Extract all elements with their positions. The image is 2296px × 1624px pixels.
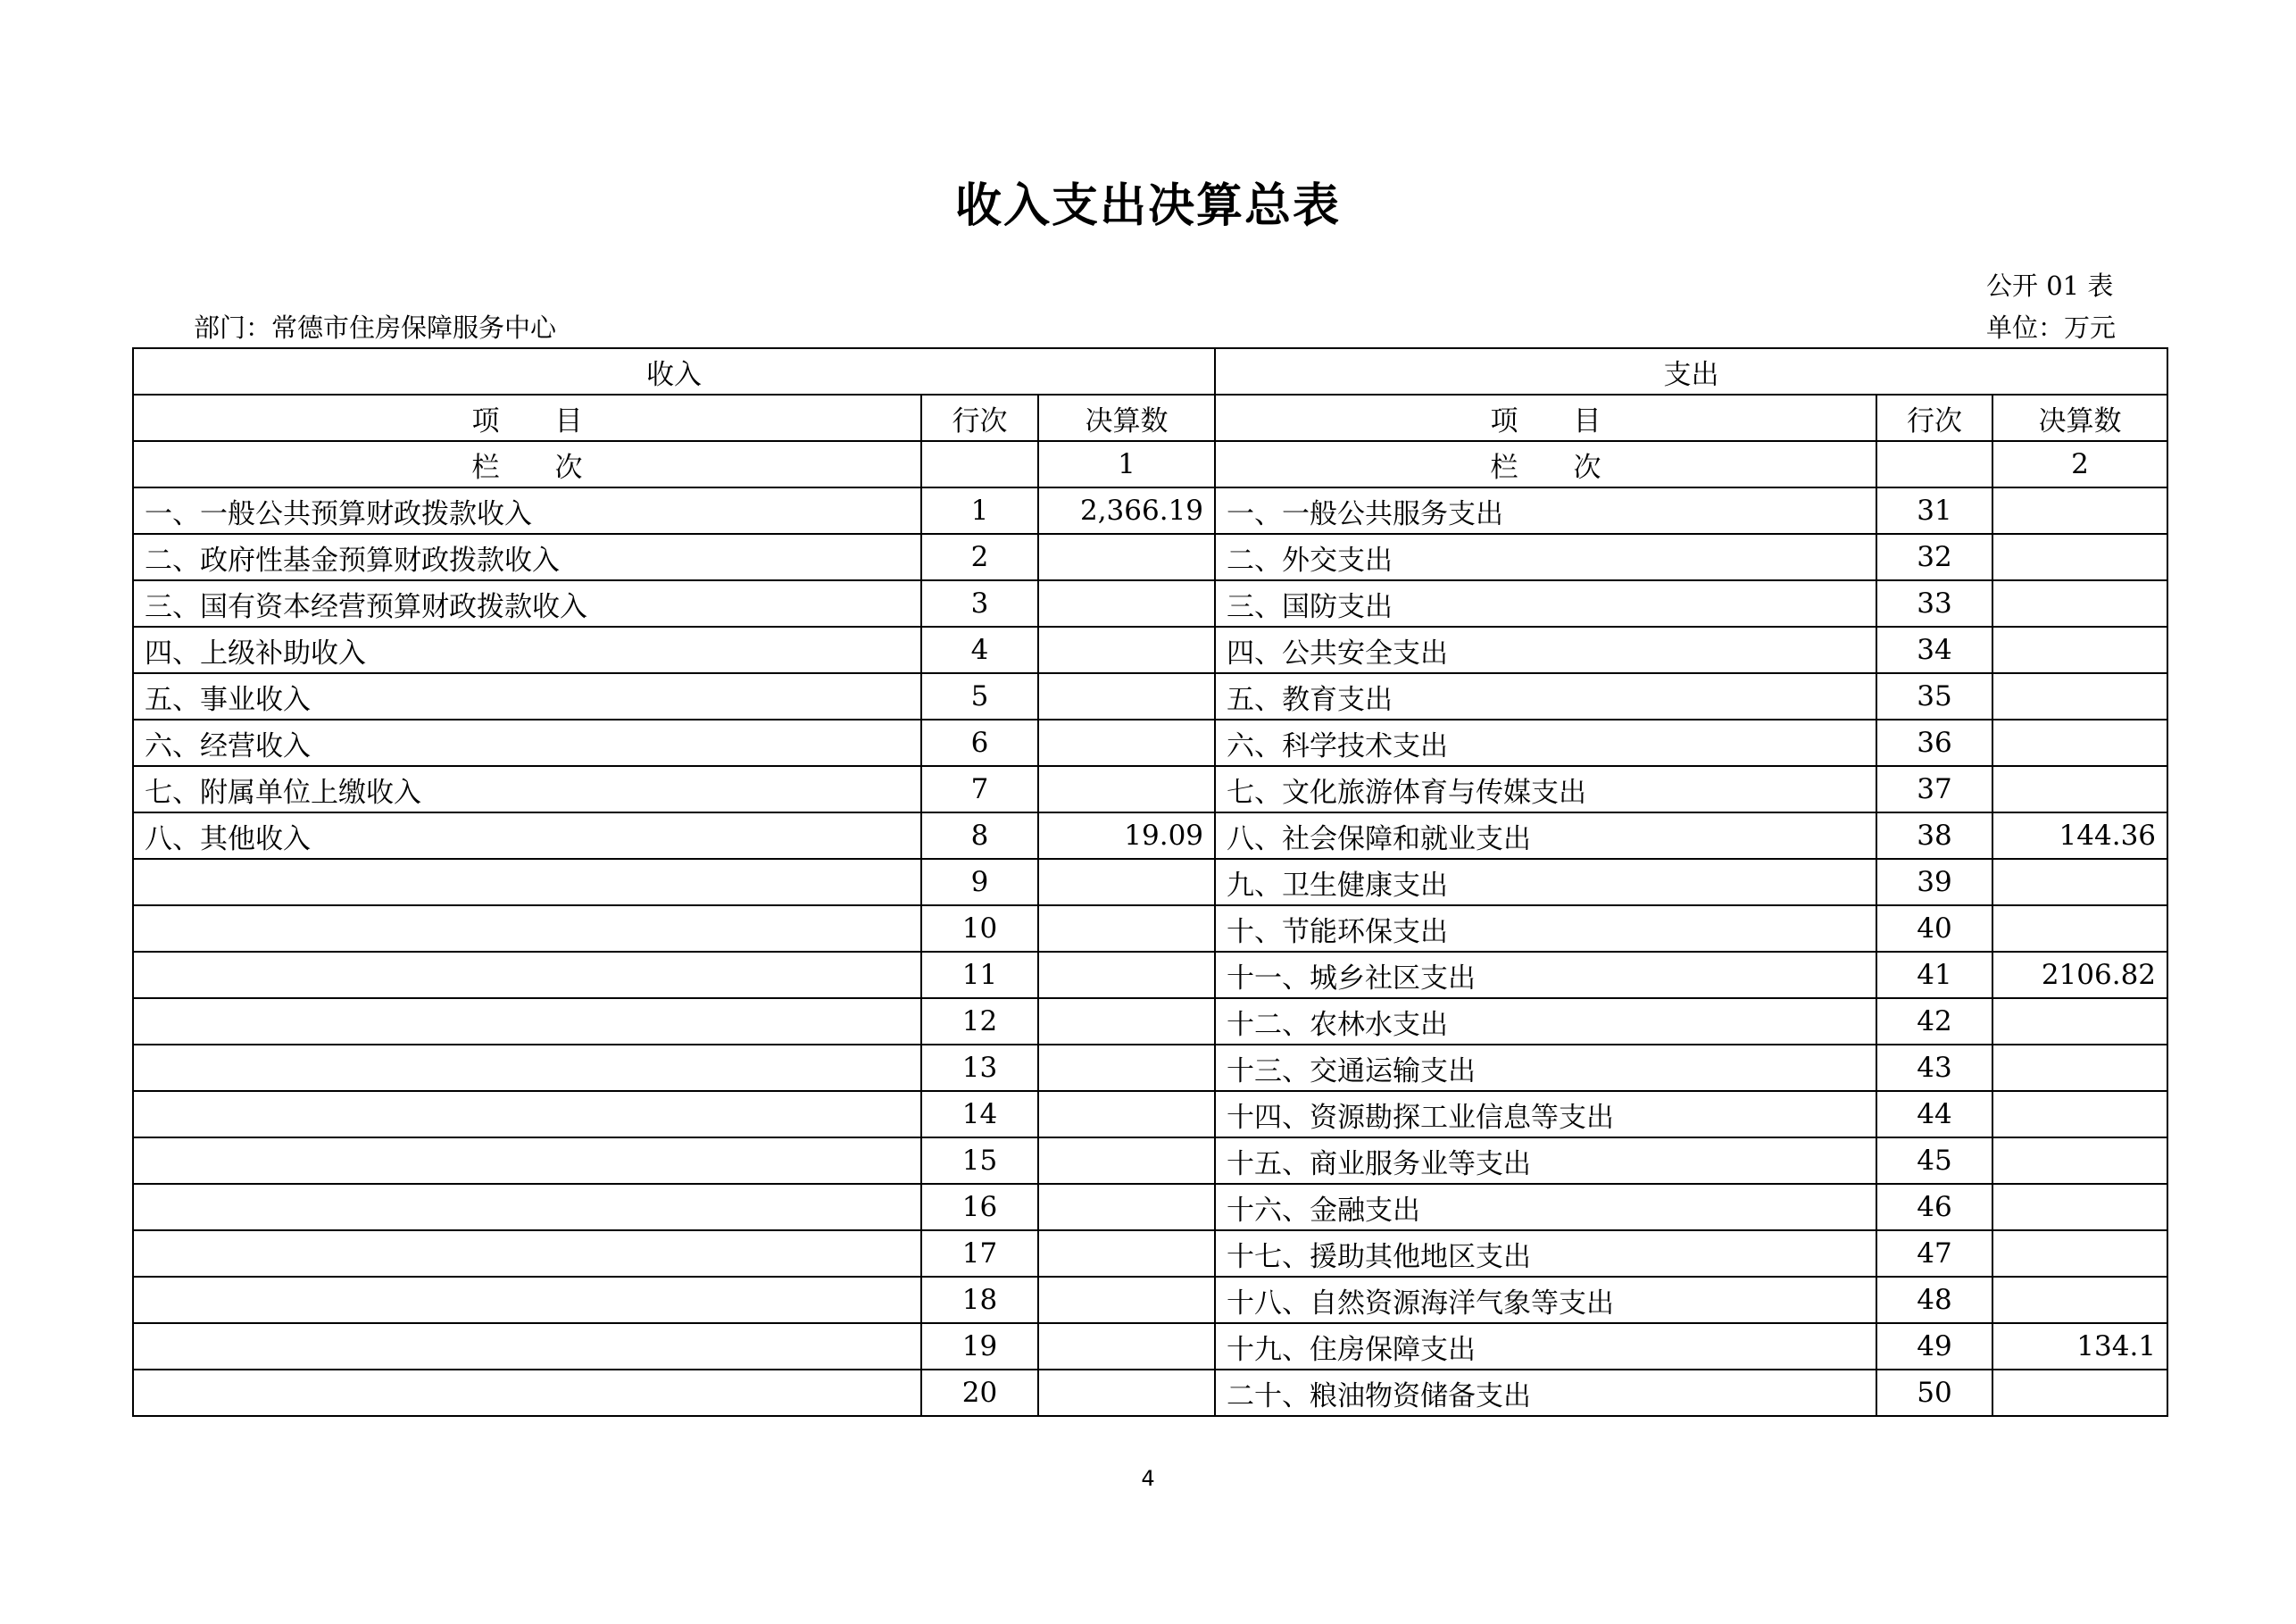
income-row-no-cell: 18: [921, 1277, 1038, 1323]
table-row: [133, 1277, 2167, 1323]
income-row-no-header: 行次: [921, 395, 1038, 441]
income-item-cell: 七、附属单位上缴收入: [133, 766, 921, 812]
table-row: [133, 673, 2167, 720]
table-row: [133, 534, 2167, 580]
income-row-no-cell: 2: [921, 534, 1038, 580]
expense-amount-cell: [1992, 673, 2167, 720]
expense-row-no-cell: 33: [1876, 580, 1992, 627]
income-column-blank: [921, 441, 1038, 487]
income-item-cell: [133, 1230, 921, 1277]
income-row-no-cell: 13: [921, 1045, 1038, 1091]
income-amount-cell: [1038, 673, 1215, 720]
expense-item-cell: 二十、粮油物资储备支出: [1215, 1370, 1876, 1416]
income-column-label: 栏 次: [133, 441, 921, 487]
page-title: 收入支出决算总表: [954, 179, 1341, 233]
expense-row-no-header: 行次: [1876, 395, 1992, 441]
income-column-number: 1: [1038, 441, 1215, 487]
expense-item-cell: 三、国防支出: [1215, 580, 1876, 627]
expense-amount-cell: [1992, 1277, 2167, 1323]
income-amount-cell: [1038, 952, 1215, 998]
expense-amount-cell: 2106.82: [1992, 952, 2167, 998]
income-amount-cell: [1038, 766, 1215, 812]
income-amount-cell: [1038, 1091, 1215, 1137]
income-item-cell: [133, 1370, 921, 1416]
expense-column-blank: [1876, 441, 1992, 487]
income-item-cell: 二、政府性基金预算财政拨款收入: [133, 534, 921, 580]
income-item-cell: 三、国有资本经营预算财政拨款收入: [133, 580, 921, 627]
expense-item-cell: 七、文化旅游体育与传媒支出: [1215, 766, 1876, 812]
expense-column-label: 栏 次: [1215, 441, 1876, 487]
expense-amount-cell: [1992, 859, 2167, 905]
expense-item-cell: 十八、自然资源海洋气象等支出: [1215, 1277, 1876, 1323]
income-row-no-cell: 14: [921, 1091, 1038, 1137]
income-row-no-cell: 10: [921, 905, 1038, 952]
expense-amount-cell: [1992, 534, 2167, 580]
expense-item-cell: 十六、金融支出: [1215, 1184, 1876, 1230]
income-amount-cell: [1038, 1137, 1215, 1184]
income-row-no-cell: 19: [921, 1323, 1038, 1370]
table-row: [133, 1091, 2167, 1137]
expense-row-no-cell: 32: [1876, 534, 1992, 580]
income-row-no-cell: 20: [921, 1370, 1038, 1416]
page-number: 4: [1141, 1466, 1155, 1491]
expense-row-no-cell: 49: [1876, 1323, 1992, 1370]
expense-item-cell: 六、科学技术支出: [1215, 720, 1876, 766]
income-item-cell: [133, 905, 921, 952]
expense-amount-header: 决算数: [1992, 395, 2167, 441]
income-item-cell: [133, 1323, 921, 1370]
expense-amount-cell: [1992, 1184, 2167, 1230]
expense-row-no-cell: 34: [1876, 627, 1992, 673]
income-item-cell: 八、其他收入: [133, 812, 921, 859]
income-row-no-cell: 9: [921, 859, 1038, 905]
income-item-cell: 一、一般公共预算财政拨款收入: [133, 487, 921, 534]
income-header: 收入: [133, 348, 1215, 395]
income-item-cell: [133, 952, 921, 998]
income-amount-cell: [1038, 859, 1215, 905]
income-amount-cell: [1038, 1184, 1215, 1230]
table-row: [133, 859, 2167, 905]
expense-item-cell: 十四、资源勘探工业信息等支出: [1215, 1091, 1876, 1137]
table-row: [133, 1370, 2167, 1416]
income-amount-cell: [1038, 534, 1215, 580]
expense-amount-cell: [1992, 627, 2167, 673]
expense-amount-cell: 134.1: [1992, 1323, 2167, 1370]
income-amount-cell: 19.09: [1038, 812, 1215, 859]
unit-label: 单位：万元: [1986, 312, 2117, 343]
income-row-no-cell: 1: [921, 487, 1038, 534]
table-row: [133, 905, 2167, 952]
income-row-no-cell: 16: [921, 1184, 1038, 1230]
expense-amount-cell: [1992, 1370, 2167, 1416]
expense-row-no-cell: 41: [1876, 952, 1992, 998]
table-row: [133, 1184, 2167, 1230]
expense-item-cell: 十一、城乡社区支出: [1215, 952, 1876, 998]
expense-row-no-cell: 40: [1876, 905, 1992, 952]
expense-item-cell: 十七、援助其他地区支出: [1215, 1230, 1876, 1277]
income-amount-cell: [1038, 905, 1215, 952]
income-expense-table: [132, 347, 2168, 1417]
income-amount-cell: [1038, 998, 1215, 1045]
expense-header: 支出: [1215, 348, 2167, 395]
expense-row-no-cell: 48: [1876, 1277, 1992, 1323]
income-row-no-cell: 8: [921, 812, 1038, 859]
income-item-cell: [133, 1184, 921, 1230]
income-amount-cell: [1038, 1045, 1215, 1091]
income-item-cell: 六、经营收入: [133, 720, 921, 766]
table-row: [133, 720, 2167, 766]
income-item-cell: 四、上级补助收入: [133, 627, 921, 673]
table-row: [133, 580, 2167, 627]
expense-item-cell: 十九、住房保障支出: [1215, 1323, 1876, 1370]
expense-row-no-cell: 31: [1876, 487, 1992, 534]
income-amount-header: 决算数: [1038, 395, 1215, 441]
expense-amount-cell: [1992, 1230, 2167, 1277]
header-row-section: [133, 348, 2167, 395]
income-row-no-cell: 7: [921, 766, 1038, 812]
header-row-column-numbers: [133, 441, 2167, 487]
expense-item-cell: 九、卫生健康支出: [1215, 859, 1876, 905]
income-row-no-cell: 3: [921, 580, 1038, 627]
expense-item-header: 项 目: [1215, 395, 1876, 441]
expense-item-cell: 十二、农林水支出: [1215, 998, 1876, 1045]
table-row: [133, 627, 2167, 673]
header-row-columns: [133, 395, 2167, 441]
expense-column-number: 2: [1992, 441, 2167, 487]
table-row: [133, 1323, 2167, 1370]
expense-amount-cell: 144.36: [1992, 812, 2167, 859]
expense-amount-cell: [1992, 1045, 2167, 1091]
income-item-cell: [133, 1277, 921, 1323]
income-amount-cell: [1038, 1323, 1215, 1370]
expense-row-no-cell: 43: [1876, 1045, 1992, 1091]
expense-amount-cell: [1992, 905, 2167, 952]
expense-amount-cell: [1992, 580, 2167, 627]
income-amount-cell: [1038, 1370, 1215, 1416]
department-label: 部门：常德市住房保障服务中心: [194, 312, 557, 343]
table-row: [133, 998, 2167, 1045]
expense-amount-cell: [1992, 487, 2167, 534]
income-item-header: 项 目: [133, 395, 921, 441]
income-item-cell: [133, 1045, 921, 1091]
expense-amount-cell: [1992, 720, 2167, 766]
income-amount-cell: [1038, 1230, 1215, 1277]
table-row: [133, 766, 2167, 812]
expense-row-no-cell: 46: [1876, 1184, 1992, 1230]
expense-item-cell: 十五、商业服务业等支出: [1215, 1137, 1876, 1184]
expense-item-cell: 十三、交通运输支出: [1215, 1045, 1876, 1091]
expense-row-no-cell: 38: [1876, 812, 1992, 859]
expense-item-cell: 十、节能环保支出: [1215, 905, 1876, 952]
table-row: [133, 812, 2167, 859]
income-row-no-cell: 4: [921, 627, 1038, 673]
expense-row-no-cell: 36: [1876, 720, 1992, 766]
expense-item-cell: 五、教育支出: [1215, 673, 1876, 720]
income-amount-cell: [1038, 580, 1215, 627]
expense-row-no-cell: 42: [1876, 998, 1992, 1045]
expense-amount-cell: [1992, 998, 2167, 1045]
income-amount-cell: 2,366.19: [1038, 487, 1215, 534]
expense-amount-cell: [1992, 1137, 2167, 1184]
expense-row-no-cell: 47: [1876, 1230, 1992, 1277]
expense-item-cell: 二、外交支出: [1215, 534, 1876, 580]
income-item-cell: [133, 998, 921, 1045]
expense-amount-cell: [1992, 1091, 2167, 1137]
income-row-no-cell: 5: [921, 673, 1038, 720]
income-item-cell: [133, 859, 921, 905]
table-row: [133, 1045, 2167, 1091]
form-number: 公开 01 表: [1986, 271, 2114, 301]
expense-row-no-cell: 35: [1876, 673, 1992, 720]
income-item-cell: [133, 1091, 921, 1137]
table-row: [133, 952, 2167, 998]
income-row-no-cell: 6: [921, 720, 1038, 766]
expense-row-no-cell: 37: [1876, 766, 1992, 812]
table-row: [133, 1230, 2167, 1277]
expense-item-cell: 八、社会保障和就业支出: [1215, 812, 1876, 859]
expense-row-no-cell: 39: [1876, 859, 1992, 905]
income-item-cell: [133, 1137, 921, 1184]
income-amount-cell: [1038, 627, 1215, 673]
expense-item-cell: 四、公共安全支出: [1215, 627, 1876, 673]
expense-row-no-cell: 45: [1876, 1137, 1992, 1184]
income-row-no-cell: 11: [921, 952, 1038, 998]
expense-item-cell: 一、一般公共服务支出: [1215, 487, 1876, 534]
income-row-no-cell: 12: [921, 998, 1038, 1045]
income-item-cell: 五、事业收入: [133, 673, 921, 720]
expense-row-no-cell: 50: [1876, 1370, 1992, 1416]
income-amount-cell: [1038, 1277, 1215, 1323]
table-row: [133, 487, 2167, 534]
income-amount-cell: [1038, 720, 1215, 766]
income-row-no-cell: 17: [921, 1230, 1038, 1277]
expense-row-no-cell: 44: [1876, 1091, 1992, 1137]
income-row-no-cell: 15: [921, 1137, 1038, 1184]
expense-amount-cell: [1992, 766, 2167, 812]
table-row: [133, 1137, 2167, 1184]
